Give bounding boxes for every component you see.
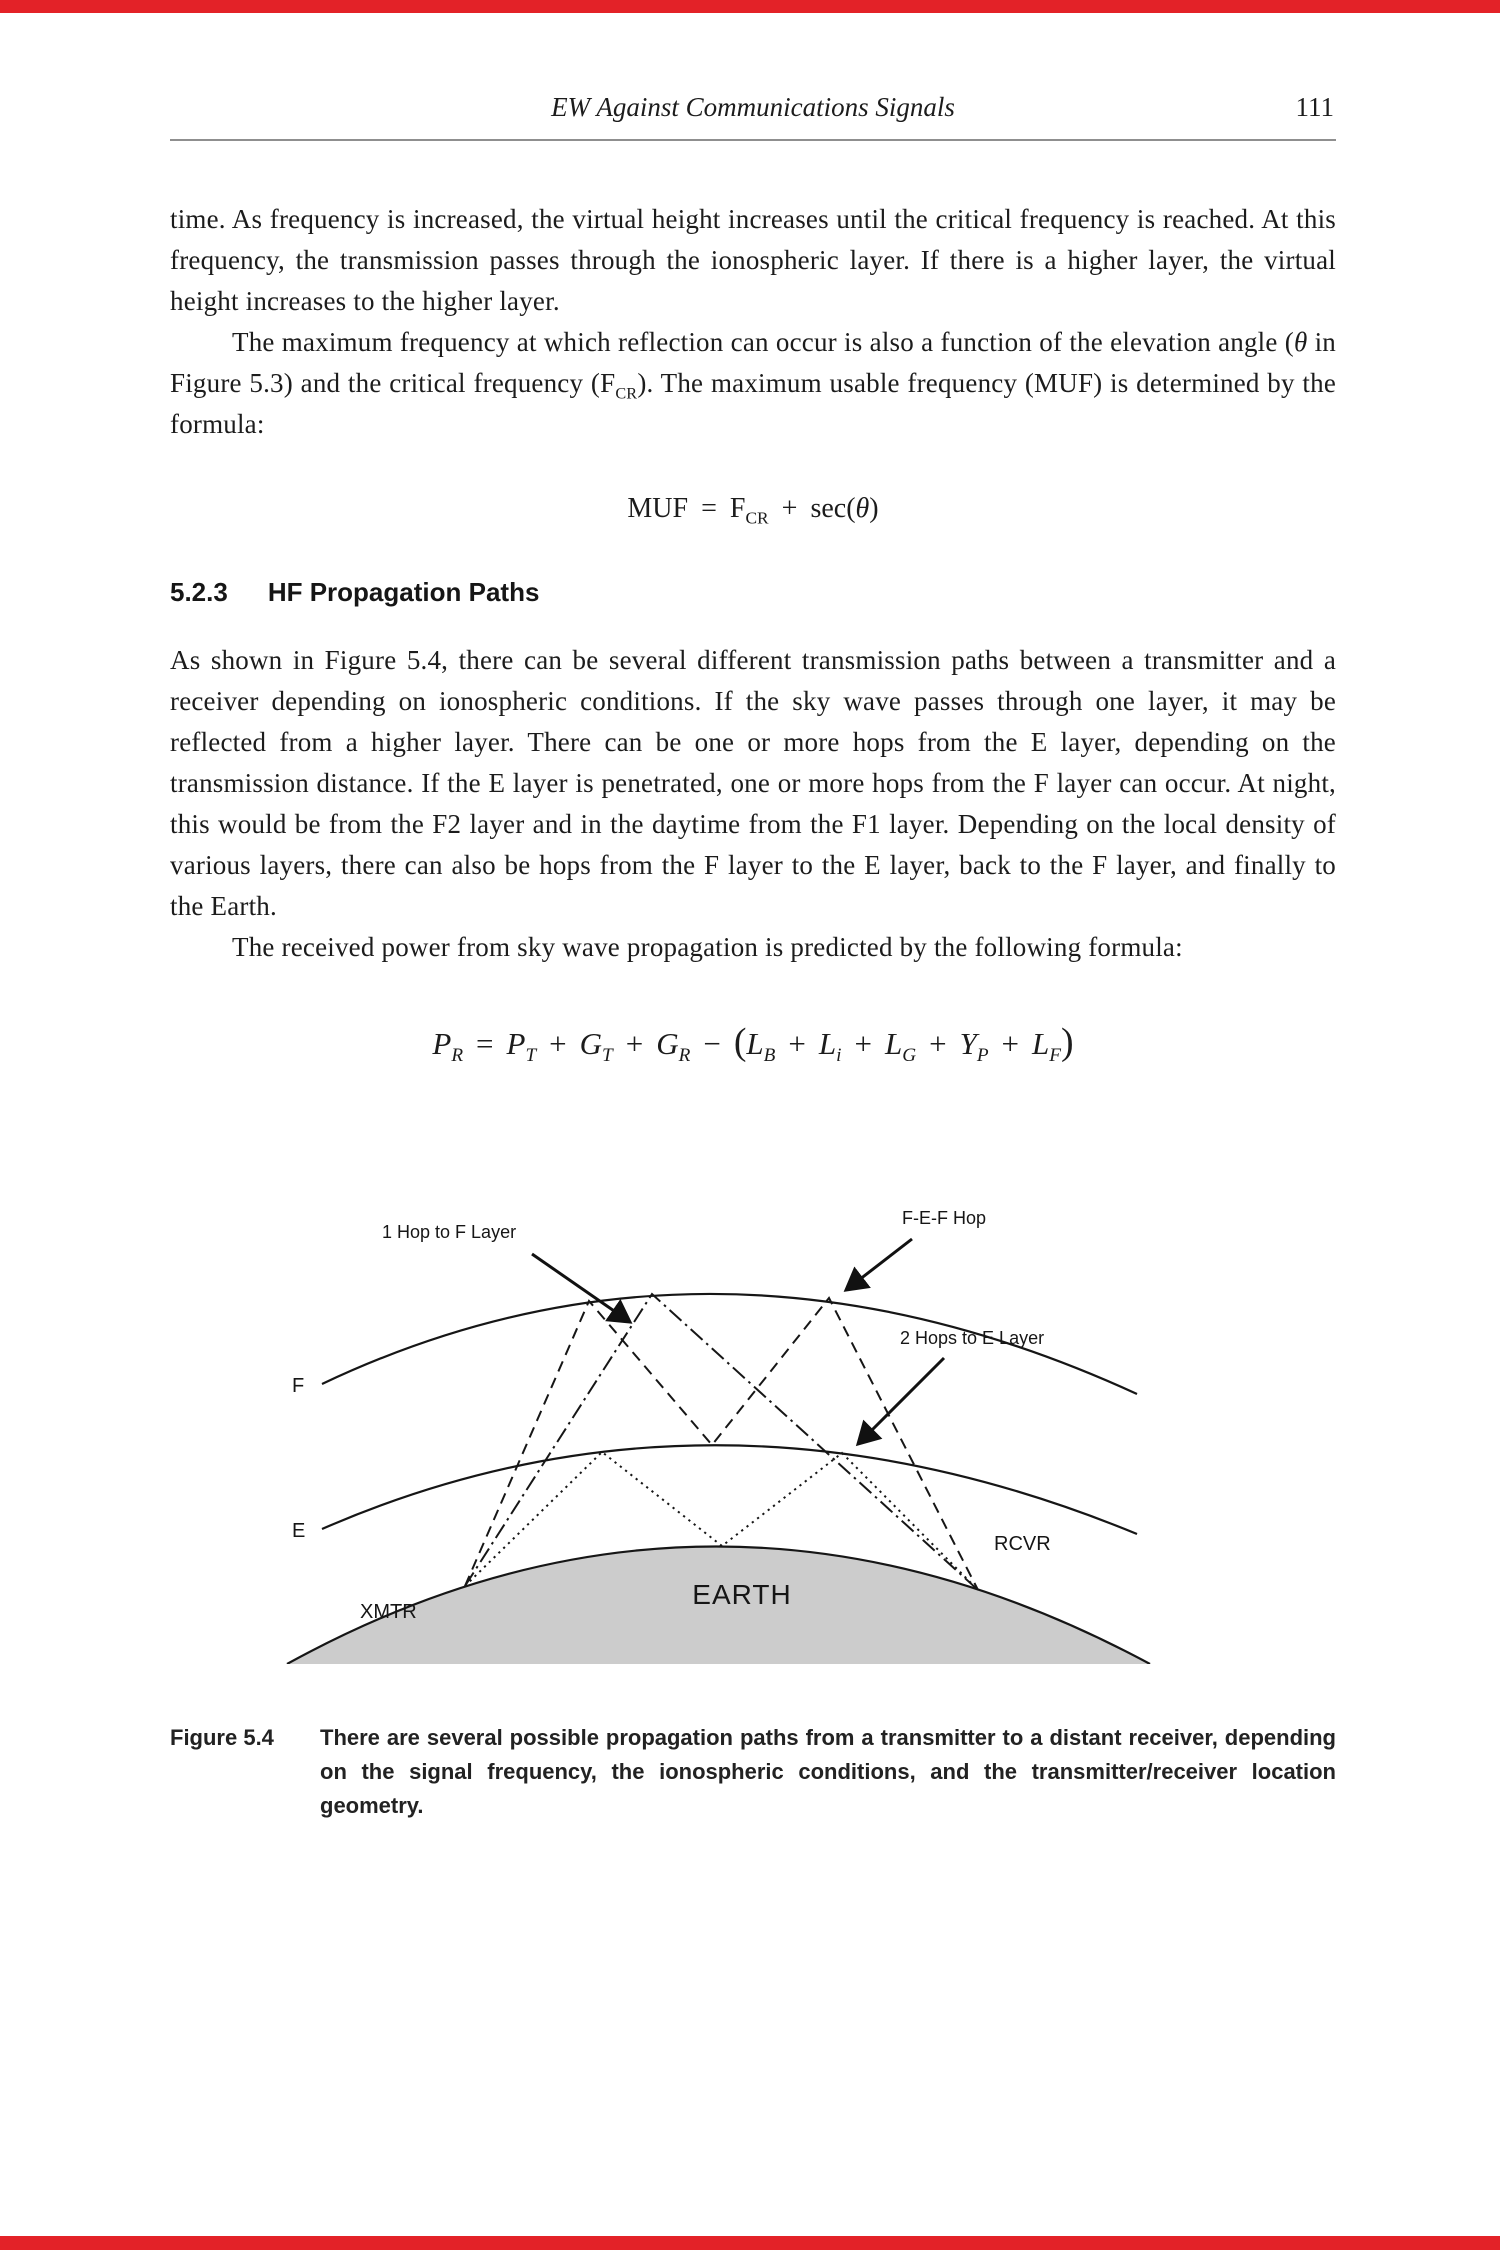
figure-caption-text: There are several possible propagation paths from a transmitter to a distant receiver, depending on the signal frequency, the ionospheric conditions, and the transmitter/receiver location geometry.	[320, 1725, 1336, 1818]
section-title: HF Propagation Paths	[267, 577, 540, 607]
e-layer-label: E	[292, 1520, 306, 1542]
fef-label: F-E-F Hop	[902, 1208, 987, 1228]
running-title: EW Against Communications Signals	[551, 92, 955, 122]
hops2-label: 2 Hops to E Layer	[900, 1328, 1045, 1348]
paragraph-2-text-b: in Figure 5.3) and the critical frequency (F	[170, 327, 1336, 398]
page-bottom-red-bar	[0, 2236, 1500, 2250]
figure-caption-label: Figure 5.4	[170, 1725, 274, 1750]
paragraph-4: The received power from sky wave propagation is predicted by the following formula:	[232, 932, 1183, 962]
propagation-diagram	[252, 1194, 1152, 1664]
received-power-formula: $P_R = P_T + G_T + G_R - (L_B + L_i + L_G + Y_P + L_F)$	[432, 1021, 1074, 1067]
theta-symbol: θ	[1293, 327, 1308, 357]
figure-5-4	[252, 1194, 1336, 1669]
figure-caption	[170, 1721, 1336, 1823]
fef-arrow	[846, 1239, 912, 1290]
page-number: 111	[1295, 92, 1334, 122]
section-number: 5.2.3	[170, 577, 228, 607]
paragraph-2	[170, 322, 1336, 445]
xmtr-label: XMTR	[360, 1601, 417, 1623]
page-content	[170, 0, 1336, 1823]
hops2-arrow	[858, 1358, 944, 1444]
rcvr-label: RCVR	[994, 1533, 1051, 1555]
paragraph-3: As shown in Figure 5.4, there can be several different transmission paths between a transmitter and a receiver depending on ionospheric conditions. If the sky wave passes through one layer, it may be reflected from a higher layer. There can be one or more hops from the E layer, depending on the transmission distance. If the E layer is penetrated, one or more hops from the F layer can occur. At night, this would be from the F2 layer and in the daytime from the F1 layer. Depending on the local density of various layers, there can also be hops from the F layer to the E layer, back to the F layer, and finally to the Earth.	[170, 645, 1336, 921]
e-layer-arc	[322, 1445, 1137, 1534]
paragraph-1: time. As frequency is increased, the virtual height increases until the critical frequency is reached. At this frequency, the transmission passes through the ionospheric layer. If there is a higher layer, the virtual height increases to the higher layer.	[170, 204, 1336, 316]
fcr-subscript: CR	[615, 384, 638, 403]
page-header	[170, 92, 1336, 141]
paragraph-2-text-c: ). The maximum usable frequency (MUF) is determined by the formula:	[170, 368, 1336, 439]
hop1-arrow	[532, 1254, 630, 1322]
hop1-label: 1 Hop to F Layer	[382, 1222, 517, 1242]
paragraph-2-text-a: The maximum frequency at which reflection can occur is also a function of the elevation angle (	[232, 327, 1294, 357]
muf-formula: MUF = $F_{CR} + \sec(\theta)$	[627, 493, 879, 528]
f-layer-label: F	[292, 1375, 305, 1397]
earth-label: EARTH	[692, 1579, 792, 1610]
section-heading	[170, 577, 1336, 608]
